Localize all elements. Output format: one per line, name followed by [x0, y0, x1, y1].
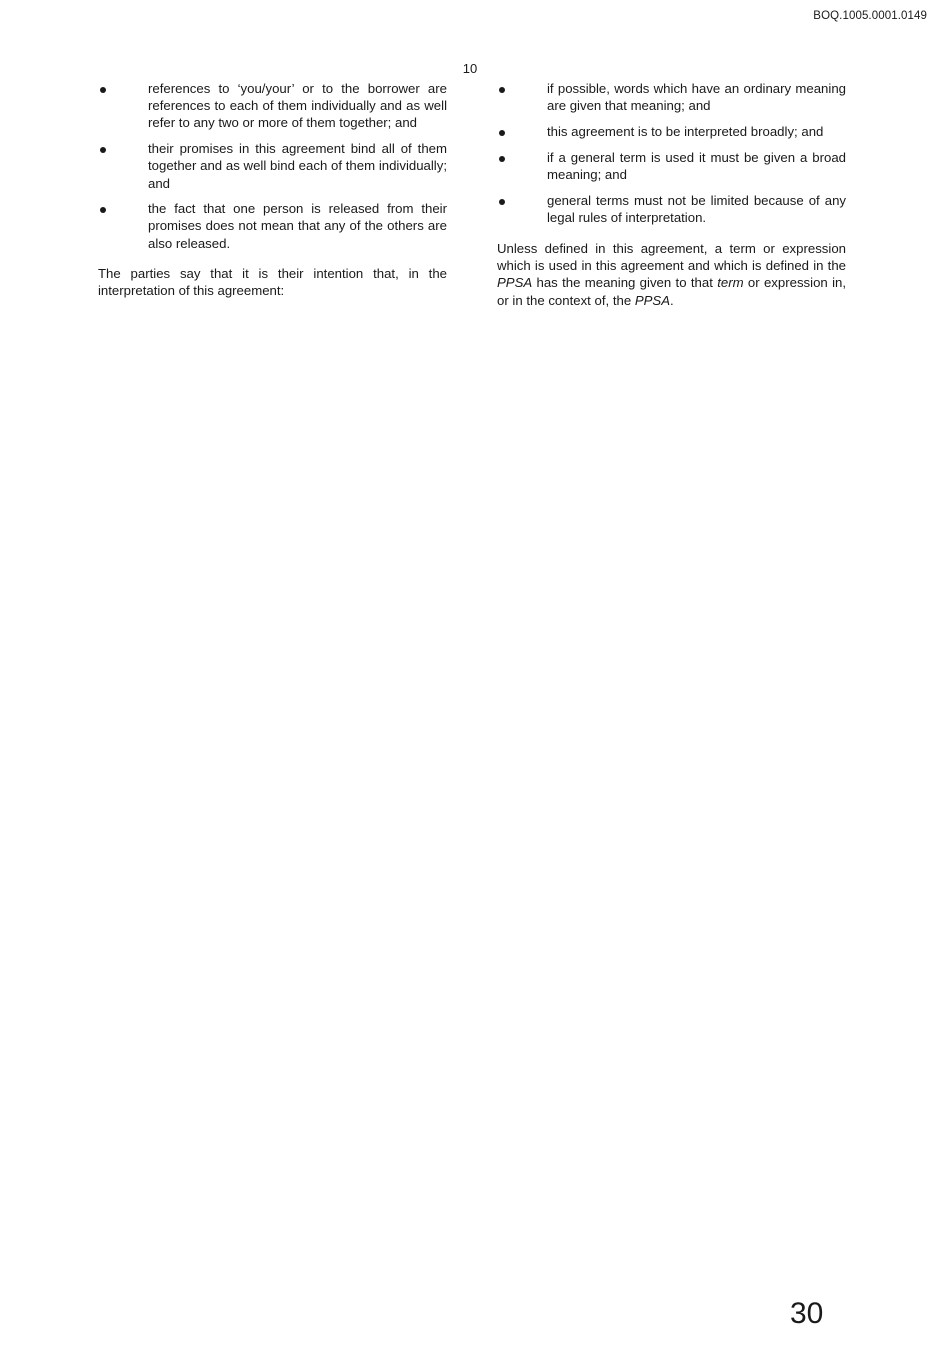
list-item — [497, 149, 846, 183]
list-item-text: if possible, words which have an ordinary meaning are given that meaning; and — [547, 81, 846, 114]
list-item-text: general terms must not be limited because of any legal rules of interpretation. — [547, 192, 846, 225]
ppsa-term: PPSA — [634, 292, 671, 308]
bullet-icon — [499, 87, 505, 93]
list-item — [98, 200, 447, 252]
bullet-icon — [100, 147, 106, 153]
page-number: 10 — [462, 61, 478, 76]
left-bullet-list — [98, 80, 447, 252]
list-item-text: this agreement is to be interpreted broadly; and — [547, 123, 824, 139]
list-item — [98, 80, 447, 132]
right-column — [497, 80, 846, 309]
footer-page-number: 30 — [790, 1297, 824, 1330]
definitions-text-2: has the meaning given to that — [532, 275, 718, 291]
bullet-icon — [100, 87, 106, 93]
bullet-icon — [499, 130, 505, 136]
term-word: term — [717, 275, 744, 291]
definitions-text-4: . — [670, 292, 674, 308]
document-id: BOQ.1005.0001.0149 — [813, 10, 927, 22]
list-item — [497, 192, 846, 226]
list-item-text: references to ‘you/your’ or to the borrower are references to each of them individually and as well refer to any two or more of them together; and — [148, 81, 447, 131]
intention-paragraph: The parties say that it is their intention that, in the interpretation of this agreement: — [98, 265, 447, 299]
bullet-icon — [100, 207, 106, 213]
bullet-icon — [499, 199, 505, 205]
bullet-icon — [499, 156, 505, 162]
left-column — [98, 80, 447, 299]
definitions-paragraph — [497, 240, 846, 309]
list-item — [98, 140, 447, 192]
list-item — [497, 123, 846, 140]
right-bullet-list — [497, 80, 846, 226]
list-item-text: the fact that one person is released from their promises does not mean that any of the others are also released. — [148, 201, 447, 251]
list-item — [497, 80, 846, 114]
definitions-text-1: Unless defined in this agreement, a term or expression which is used in this agreement and which is defined in the — [497, 240, 846, 274]
definitions-text-3: or expression in, or in the context of, the — [497, 275, 846, 308]
list-item-text: if a general term is used it must be given a broad meaning; and — [547, 149, 846, 182]
list-item-text: their promises in this agreement bind all of them together and as well bind each of them individually; and — [148, 141, 447, 191]
ppsa-term: PPSA — [497, 275, 533, 291]
